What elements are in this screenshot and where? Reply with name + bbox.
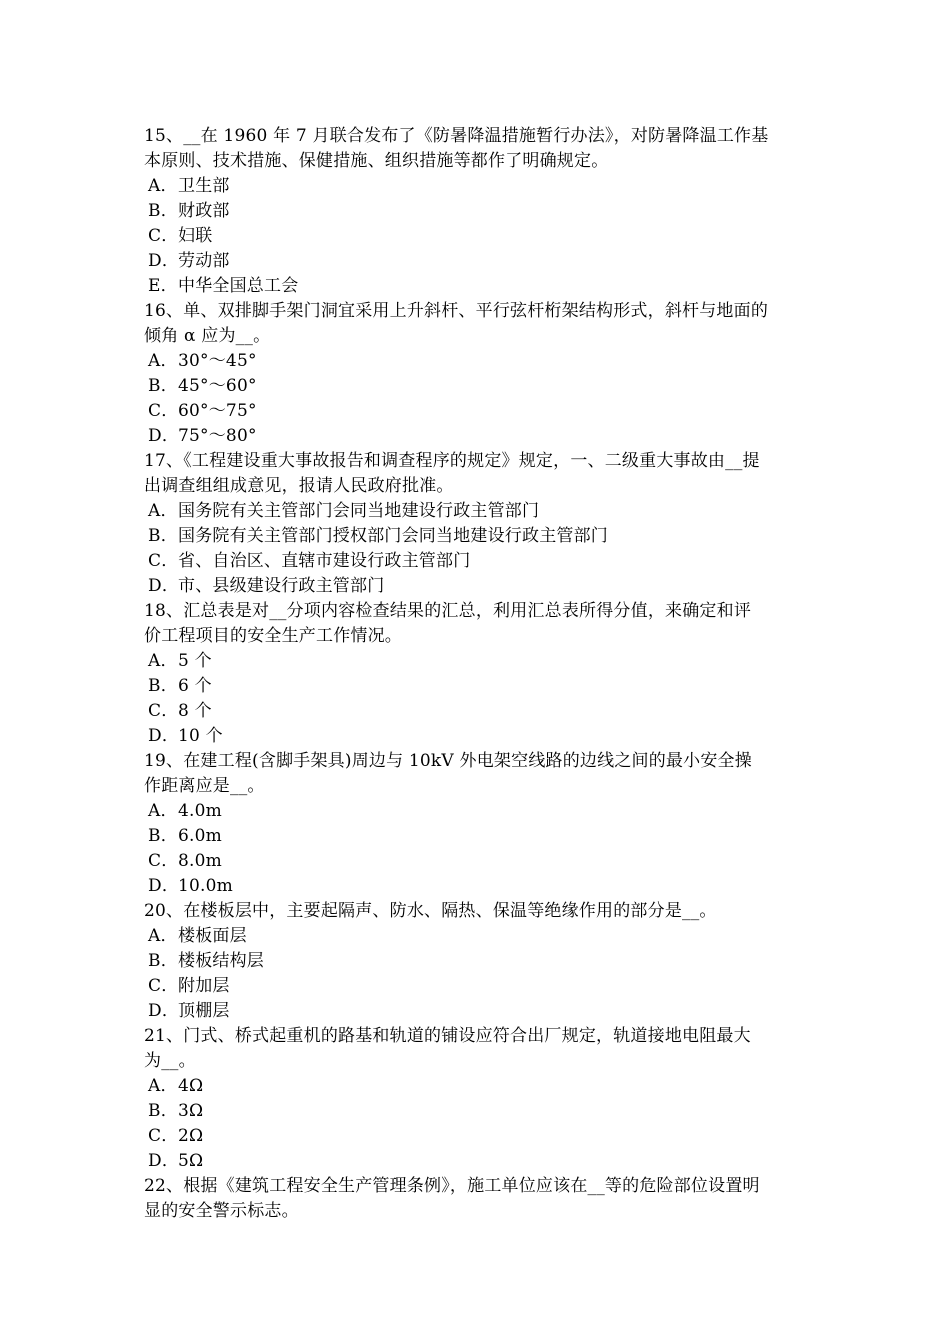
option-letter: B．: [148, 1101, 178, 1121]
question-text-line: 22、根据《建筑工程安全生产管理条例》，施工单位应该在__等的危险部位设置明: [144, 1176, 760, 1196]
option-letter: C．: [148, 551, 179, 571]
question-text-line: 倾角 α 应为__。: [144, 326, 271, 346]
answer-option: [144, 224, 810, 249]
answer-option: [144, 849, 810, 874]
option-letter: A．: [148, 651, 178, 671]
option-letter: D．: [148, 251, 180, 271]
option-text: 8 个: [178, 701, 212, 721]
option-letter: B．: [148, 376, 178, 396]
question-block: [144, 899, 810, 1024]
answer-option: [144, 799, 810, 824]
option-letter: A．: [148, 501, 178, 521]
question-block: [144, 124, 810, 299]
option-text: 6.0m: [178, 826, 222, 846]
option-letter: B．: [148, 201, 178, 221]
option-text: 市、县级建设行政主管部门: [178, 576, 385, 596]
answer-option: [144, 1074, 810, 1099]
answer-option: [144, 999, 810, 1024]
option-text: 2Ω: [178, 1126, 204, 1146]
option-text: 4Ω: [178, 1076, 204, 1096]
option-letter: C．: [148, 851, 179, 871]
answer-option: [144, 924, 810, 949]
answer-option: [144, 574, 810, 599]
answer-option: [144, 549, 810, 574]
answer-option: [144, 249, 810, 274]
question-block: [144, 749, 810, 899]
option-letter: C．: [148, 1126, 179, 1146]
option-text: 10 个: [178, 726, 223, 746]
option-letter: A．: [148, 176, 178, 196]
answer-option: [144, 174, 810, 199]
option-text: 30°～45°: [178, 351, 257, 371]
option-letter: A．: [148, 801, 178, 821]
option-letter: C．: [148, 401, 179, 421]
question-text-line: 作距离应是__。: [144, 776, 265, 796]
option-text: 10.0m: [178, 876, 233, 896]
option-letter: A．: [148, 351, 178, 371]
option-text: 国务院有关主管部门授权部门会同当地建设行政主管部门: [178, 526, 608, 546]
question-text-line: 18、汇总表是对__分项内容检查结果的汇总，利用汇总表所得分值，来确定和评: [144, 601, 752, 621]
answer-option: [144, 824, 810, 849]
option-text: 中华全国总工会: [178, 276, 299, 296]
answer-option: [144, 724, 810, 749]
question-block: [144, 299, 810, 449]
option-text: 楼板结构层: [178, 951, 264, 971]
question-block: [144, 1174, 810, 1224]
option-text: 劳动部: [178, 251, 230, 271]
answer-option: [144, 349, 810, 374]
answer-option: [144, 399, 810, 424]
option-letter: D．: [148, 576, 180, 596]
answer-option: [144, 674, 810, 699]
question-text-line: 20、在楼板层中，主要起隔声、防水、隔热、保温等绝缘作用的部分是__。: [144, 901, 717, 921]
question-text-line: 显的安全警示标志。: [144, 1201, 299, 1221]
option-letter: D．: [148, 726, 180, 746]
option-text: 5Ω: [178, 1151, 204, 1171]
question-text-line: 19、在建工程(含脚手架具)周边与 10kV 外电架空线路的边线之间的最小安全操: [144, 751, 752, 771]
option-text: 妇联: [178, 226, 213, 246]
option-letter: C．: [148, 701, 179, 721]
option-text: 45°～60°: [178, 376, 257, 396]
question-block: [144, 449, 810, 599]
option-text: 省、自治区、直辖市建设行政主管部门: [178, 551, 471, 571]
answer-option: [144, 874, 810, 899]
answer-option: [144, 524, 810, 549]
answer-option: [144, 424, 810, 449]
question-text-line: 出调查组组成意见，报请人民政府批准。: [144, 476, 454, 496]
answer-option: [144, 1099, 810, 1124]
answer-option: [144, 1149, 810, 1174]
option-letter: D．: [148, 876, 180, 896]
option-letter: D．: [148, 426, 180, 446]
question-text-line: 15、__在 1960 年 7 月联合发布了《防暑降温措施暂行办法》，对防暑降温工作基: [144, 126, 769, 146]
option-text: 楼板面层: [178, 926, 247, 946]
option-letter: C．: [148, 976, 179, 996]
option-letter: B．: [148, 951, 178, 971]
document-page: [144, 124, 810, 1224]
option-text: 8.0m: [178, 851, 222, 871]
answer-option: [144, 949, 810, 974]
answer-option: [144, 274, 810, 299]
option-text: 6 个: [178, 676, 212, 696]
option-letter: B．: [148, 676, 178, 696]
option-text: 5 个: [178, 651, 212, 671]
option-text: 附加层: [178, 976, 230, 996]
option-letter: C．: [148, 226, 179, 246]
option-letter: D．: [148, 1151, 180, 1171]
option-text: 国务院有关主管部门会同当地建设行政主管部门: [178, 501, 540, 521]
option-text: 60°～75°: [178, 401, 257, 421]
answer-option: [144, 649, 810, 674]
option-letter: B．: [148, 526, 178, 546]
question-block: [144, 599, 810, 749]
answer-option: [144, 699, 810, 724]
question-text-line: 价工程项目的安全生产工作情况。: [144, 626, 402, 646]
question-text-line: 本原则、技术措施、保健措施、组织措施等都作了明确规定。: [144, 151, 609, 171]
option-text: 75°～80°: [178, 426, 257, 446]
option-letter: D．: [148, 1001, 180, 1021]
option-letter: E．: [148, 276, 178, 296]
question-text-line: 16、单、双排脚手架门洞宜采用上升斜杆、平行弦杆桁架结构形式，斜杆与地面的: [144, 301, 769, 321]
option-text: 3Ω: [178, 1101, 204, 1121]
option-letter: A．: [148, 926, 178, 946]
option-letter: B．: [148, 826, 178, 846]
answer-option: [144, 1124, 810, 1149]
answer-option: [144, 199, 810, 224]
answer-option: [144, 374, 810, 399]
option-text: 卫生部: [178, 176, 230, 196]
question-text-line: 为__。: [144, 1051, 196, 1071]
answer-option: [144, 499, 810, 524]
question-text-line: 17、《工程建设重大事故报告和调查程序的规定》规定，一、二级重大事故由__提: [144, 451, 760, 471]
question-text-line: 21、门式、桥式起重机的路基和轨道的铺设应符合出厂规定，轨道接地电阻最大: [144, 1026, 751, 1046]
option-letter: A．: [148, 1076, 178, 1096]
option-text: 顶棚层: [178, 1001, 230, 1021]
option-text: 4.0m: [178, 801, 222, 821]
question-block: [144, 1024, 810, 1174]
answer-option: [144, 974, 810, 999]
option-text: 财政部: [178, 201, 230, 221]
